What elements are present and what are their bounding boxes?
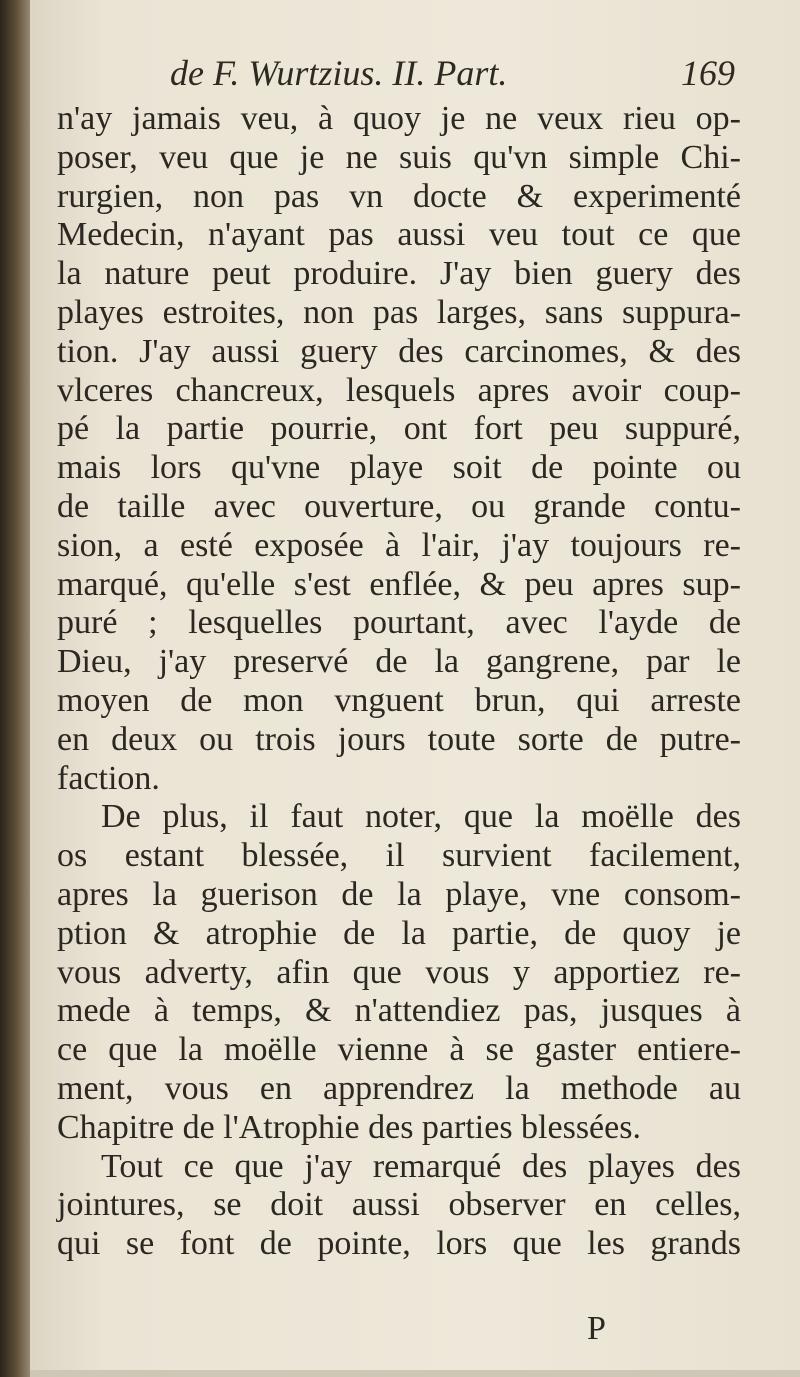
text-line: vlceres chancreux, lesquels apres avoir coup-	[57, 371, 741, 409]
running-title: de F. Wurtzius. II. Part.	[170, 53, 508, 93]
text-line: marqué, qu'elle s'est enflée, & peu apres sup-	[57, 565, 741, 603]
text-line: n'ay jamais veu, à quoy je ne veux rieu op-	[57, 100, 741, 137]
page-bottom-edge	[30, 1370, 800, 1377]
text-line: mais lors qu'vne playe soit de pointe ou	[57, 449, 741, 487]
running-header	[170, 52, 735, 102]
text-line: Medecin, n'ayant pas aussi veu tout ce que	[57, 216, 741, 254]
text-line: ment, vous en apprendrez la methode au	[57, 1069, 741, 1107]
text-line: ption & atrophie de la partie, de quoy je	[57, 914, 741, 952]
text-line: jointures, se doit aussi observer en celles,	[57, 1186, 741, 1224]
body-text	[57, 100, 741, 1264]
text-line: Chapitre de l'Atrophie des parties blessées.	[57, 1108, 641, 1146]
text-line: sion, a esté exposée à l'air, j'ay toujours re-	[57, 526, 741, 564]
text-line: la nature peut produire. J'ay bien guery des	[57, 255, 741, 293]
text-line: Dieu, j'ay preservé de la gangrene, par le	[57, 643, 741, 681]
text-line: ce que la moëlle vienne à se gaster entiere-	[57, 1031, 741, 1069]
text-line: De plus, il faut noter, que la moëlle des	[101, 798, 741, 836]
text-line: puré ; lesquelles pourtant, avec l'ayde de	[57, 604, 741, 642]
text-line: tion. J'ay aussi guery des carcinomes, & des	[57, 332, 741, 370]
text-line: mede à temps, & n'attendiez pas, jusques à	[57, 992, 741, 1030]
signature-mark: P	[587, 1310, 606, 1347]
text-line: pé la partie pourrie, ont fort peu suppuré,	[57, 410, 741, 448]
text-line: faction.	[57, 759, 160, 797]
text-line: qui se font de pointe, lors que les grands	[57, 1225, 741, 1263]
text-line: playes estroites, non pas larges, sans suppura-	[57, 293, 741, 331]
text-line: de taille avec ouverture, ou grande contu-	[57, 487, 741, 525]
text-line: os estant blessée, il survient facilement,	[57, 837, 741, 875]
text-line: vous adverty, afin que vous y apportiez re-	[57, 953, 741, 991]
text-line: en deux ou trois jours toute sorte de putre-	[57, 720, 741, 758]
text-line: Tout ce que j'ay remarqué des playes des	[101, 1147, 741, 1185]
text-line: moyen de mon vnguent brun, qui arreste	[57, 681, 741, 719]
text-line: apres la guerison de la playe, vne consom-	[57, 875, 741, 913]
text-line: poser, veu que je ne suis qu'vn simple Chi-	[57, 138, 741, 176]
text-line: rurgien, non pas vn docte & experimenté	[57, 177, 741, 215]
page-number: 169	[681, 53, 735, 93]
